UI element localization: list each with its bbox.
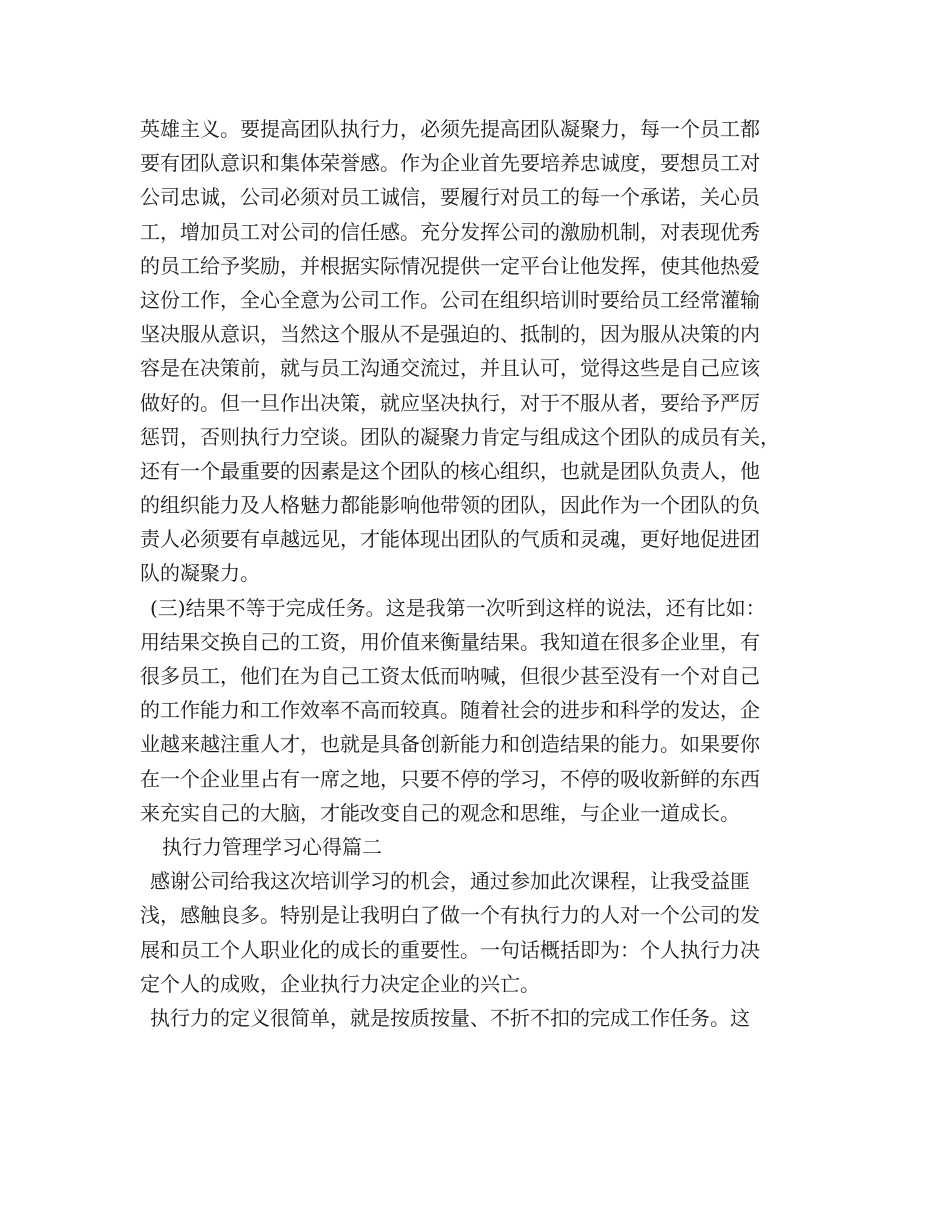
text-line: 执行力的定义很简单，就是按质按量、不折不扣的完成工作任务。这 [150, 1005, 750, 1030]
text-line: 还有一个最重要的因素是这个团队的核心组织，也就是团队负责人，他 [140, 458, 760, 483]
text-line: 这份工作，全心全意为公司工作。公司在组织培训时要给员工经常灌输 [140, 287, 760, 312]
document-body [140, 112, 830, 1035]
text-line: 队的凝聚力。 [140, 561, 260, 586]
text-line: 的员工给予奖励，并根据实际情况提供一定平台让他发挥，使其他热爱 [140, 253, 760, 278]
text-line: 英雄主义。要提高团队执行力，必须先提高团队凝聚力，每一个员工都 [140, 117, 760, 141]
text-line: 的组织能力及人格魅力都能影响他带领的团队，因此作为一个团队的负 [140, 493, 760, 518]
text-line: 在一个企业里占有一席之地，只要不停的学习，不停的吸收新鲜的东西 [140, 766, 760, 791]
text-line: 坚决服从意识，当然这个服从不是强迫的、抵制的，因为服从决策的内 [140, 322, 760, 347]
text-line: 展和员工个人职业化的成长的重要性。一句话概括即为：个人执行力决 [140, 937, 760, 962]
text-line: 浅，感触良多。特别是让我明白了做一个有执行力的人对一个公司的发 [140, 903, 760, 928]
text-line: 很多员工，他们在为自己工资太低而呐喊，但很少甚至没有一个对自己 [140, 664, 760, 688]
text-line: 来充实自己的大脑，才能改变自己的观念和思维，与企业一道成长。 [140, 800, 740, 825]
text-line: 公司忠诚，公司必须对员工诚信，要履行对员工的每一个承诺，关心员 [140, 185, 760, 210]
text-line: 感谢公司给我这次培训学习的机会，通过参加此次课程，让我受益匪 [150, 869, 750, 894]
section-three-line: (三)结果不等于完成任务。这是我第一次听到这样的说法，还有比如： [150, 595, 766, 620]
text-line: 工，增加员工对公司的信任感。充分发挥公司的激励机制，对表现优秀 [140, 219, 760, 244]
text-line: 责人必须要有卓越远见，才能体现出团队的气质和灵魂，更好地促进团 [140, 527, 760, 552]
text-line: 用结果交换自己的工资，用价值来衡量结果。我知道在很多企业里，有 [140, 629, 760, 654]
text-line: 做好的。但一旦作出决策，就应坚决执行，对于不服从者，要给予严厉 [140, 390, 760, 415]
text-line: 惩罚，否则执行力空谈。团队的凝聚力肯定与组成这个团队的成员有关， [140, 424, 780, 449]
text-line: 的工作能力和工作效率不高而较真。随着社会的进步和科学的发达，企 [140, 698, 760, 723]
text-line: 定个人的成败，企业执行力决定企业的兴亡。 [140, 971, 540, 996]
text-line: 业越来越注重人才，也就是具备创新能力和创造结果的能力。如果要你 [140, 732, 760, 757]
text-line: 要有团队意识和集体荣誉感。作为企业首先要培养忠诚度，要想员工对 [140, 151, 760, 176]
section-heading: 执行力管理学习心得篇二 [162, 834, 382, 859]
text-line: 容是在决策前，就与员工沟通交流过，并且认可，觉得这些是自己应该 [140, 356, 760, 381]
